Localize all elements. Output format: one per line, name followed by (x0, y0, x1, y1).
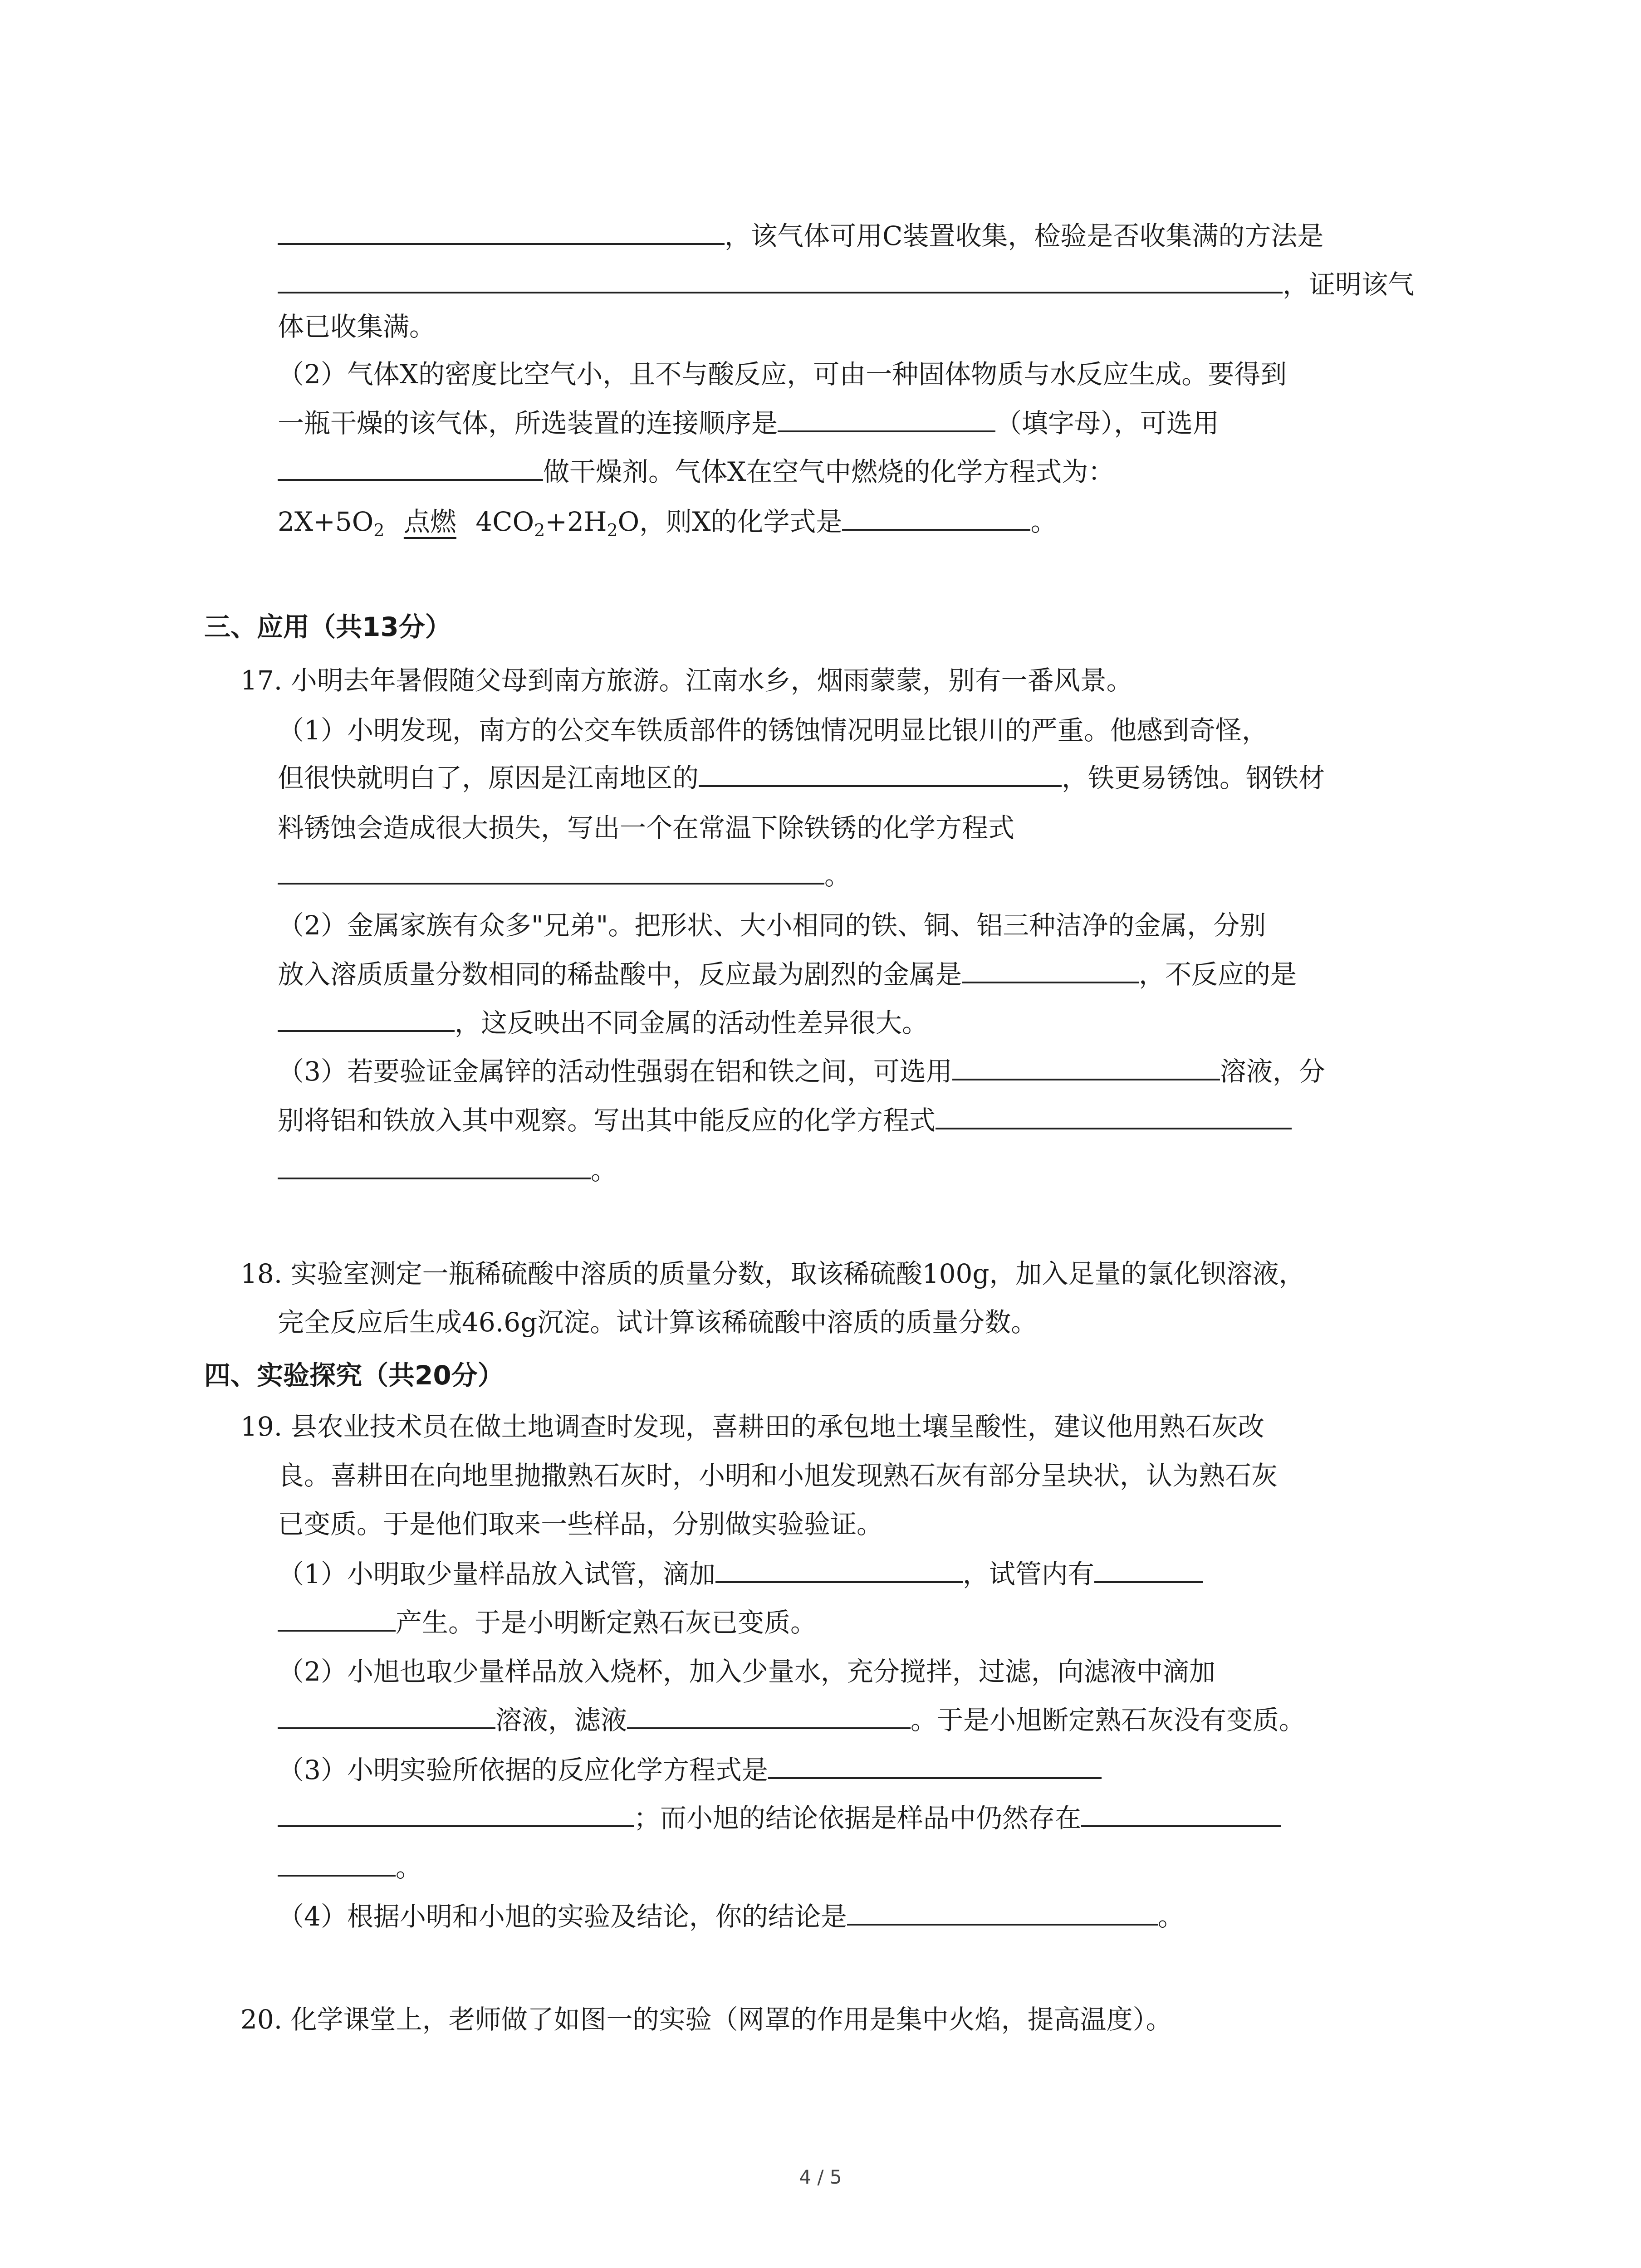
q19-stem-line1: 19. 县农业技术员在做土地调查时发现，喜耕田的承包地土壤呈酸性，建议他用熟石灰改 (240, 1411, 1264, 1442)
section-heading-3: 三、应用（共13分） (204, 611, 451, 642)
q19-part3-line1: （3）小明实验所依据的反应化学方程式是 (278, 1752, 1102, 1788)
answer-blank[interactable] (1094, 1556, 1203, 1583)
q17-stem: 17. 小明去年暑假随父母到南方旅游。江南水乡，烟雨蒙蒙，别有一番风景。 (240, 665, 1133, 696)
q17-part1-line3: 料锈蚀会造成很大损失，写出一个在常温下除铁锈的化学方程式 (278, 812, 1015, 843)
q19-part3-line3: 。 (278, 1849, 422, 1886)
answer-blank[interactable] (842, 503, 1030, 531)
q16-part2-line1: （2）气体X的密度比空气小，且不与酸反应，可由一种固体物质与水反应生成。要得到 (278, 359, 1287, 390)
q16-part2-line3: 做干燥剂。气体X在空气中燃烧的化学方程式为： (278, 454, 1114, 490)
q19-part4: （4）根据小明和小旭的实验及结论，你的结论是 。 (278, 1898, 1184, 1935)
answer-blank[interactable] (278, 266, 1283, 293)
answer-blank[interactable] (768, 1752, 1102, 1779)
answer-blank[interactable] (278, 857, 824, 885)
section-heading-4: 四、实验探究（共20分） (204, 1360, 504, 1391)
q17-part2-line3: ，这反映出不同金属的活动性差异很大。 (278, 1005, 928, 1041)
q17-part2-line2: 放入溶质质量分数相同的稀盐酸中，反应最为剧烈的金属是 ，不反应的是 (278, 956, 1297, 992)
answer-blank[interactable] (847, 1898, 1158, 1926)
q17-part3-line2: 别将铝和铁放入其中观察。写出其中能反应的化学方程式 (278, 1102, 1292, 1139)
q16-line2: ，证明该气 (278, 266, 1414, 303)
answer-blank[interactable] (936, 1102, 1292, 1129)
q16-equation-line: $2X+5O_2$ 点燃 $4CO_2+2H_2O$，则X的化学式是 。 (278, 503, 1057, 540)
answer-blank[interactable] (1081, 1800, 1281, 1827)
q16-part2-line2: 一瓶干燥的该气体，所选装置的连接顺序是 （填字母），可选用 (278, 405, 1219, 441)
answer-blank[interactable] (699, 760, 1062, 787)
q16-line3: 体已收集满。 (278, 311, 436, 342)
q17-part3-line1: （3）若要验证金属锌的活动性强弱在铝和铁之间，可选用 溶液，分 (278, 1053, 1325, 1090)
q17-part1-line1: （1）小明发现，南方的公交车铁质部件的锈蚀情况明显比银川的严重。他感到奇怪， (278, 715, 1268, 746)
q17-part1-line2: 但很快就明白了，原因是江南地区的 ，铁更易锈蚀。钢铁材 (278, 760, 1325, 796)
q20-stem: 20. 化学课堂上，老师做了如图一的实验（网罩的作用是集中火焰，提高温度）。 (240, 2004, 1172, 2035)
answer-blank[interactable] (962, 956, 1139, 983)
answer-blank[interactable] (627, 1702, 911, 1729)
answer-blank[interactable] (278, 1604, 396, 1632)
page-number: 4 / 5 (799, 2166, 842, 2188)
answer-blank[interactable] (278, 1152, 591, 1179)
answer-blank[interactable] (952, 1053, 1220, 1080)
equation-left: $2X+5O_2$ (278, 506, 385, 540)
q17-part3-line3: 。 (278, 1152, 617, 1188)
q19-part3-line2: ；而小旭的结论依据是样品中仍然存在 (278, 1800, 1281, 1836)
answer-blank[interactable] (715, 1556, 963, 1583)
answer-blank[interactable] (278, 454, 543, 481)
answer-blank[interactable] (278, 1800, 634, 1827)
q18-line1: 18. 实验室测定一瓶稀硫酸中溶质的质量分数，取该稀硫酸100g，加入足量的氯化钡溶液， (240, 1258, 1305, 1289)
q18-line2: 完全反应后生成46.6g沉淀。试计算该稀硫酸中溶质的质量分数。 (278, 1307, 1038, 1338)
q19-part1-line1: （1）小明取少量样品放入试管，滴加 ，试管内有 (278, 1556, 1203, 1592)
answer-blank[interactable] (278, 1005, 455, 1032)
q19-part2-line2: 溶液，滤液 。于是小旭断定熟石灰没有变质。 (278, 1702, 1305, 1738)
q16-line1: ，该气体可用C装置收集，检验是否收集满的方法是 (278, 218, 1323, 254)
q19-stem-line3: 已变质。于是他们取来一些样品，分别做实验验证。 (278, 1509, 883, 1540)
answer-blank[interactable] (278, 1702, 495, 1729)
answer-blank[interactable] (778, 405, 995, 432)
q19-part1-line2: 产生。于是小明断定熟石灰已变质。 (278, 1604, 817, 1641)
q17-part2-line1: （2）金属家族有众多"兄弟"。把形状、大小相同的铁、铜、铝三种洁净的金属，分别 (278, 910, 1266, 941)
q19-stem-line2: 良。喜耕田在向地里抛撒熟石灰时，小明和小旭发现熟石灰有部分呈块状，认为熟石灰 (278, 1460, 1278, 1491)
q17-part1-line4: 。 (278, 857, 851, 894)
q19-part2-line1: （2）小旭也取少量样品放入烧杯，加入少量水，充分搅拌，过滤，向滤液中滴加 (278, 1656, 1215, 1687)
equation-right: $4CO_2+2H_2O$，则X的化学式是 (475, 506, 843, 540)
answer-blank[interactable] (278, 218, 725, 245)
answer-blank[interactable] (278, 1849, 396, 1877)
equation-condition: 点燃 (403, 506, 456, 537)
